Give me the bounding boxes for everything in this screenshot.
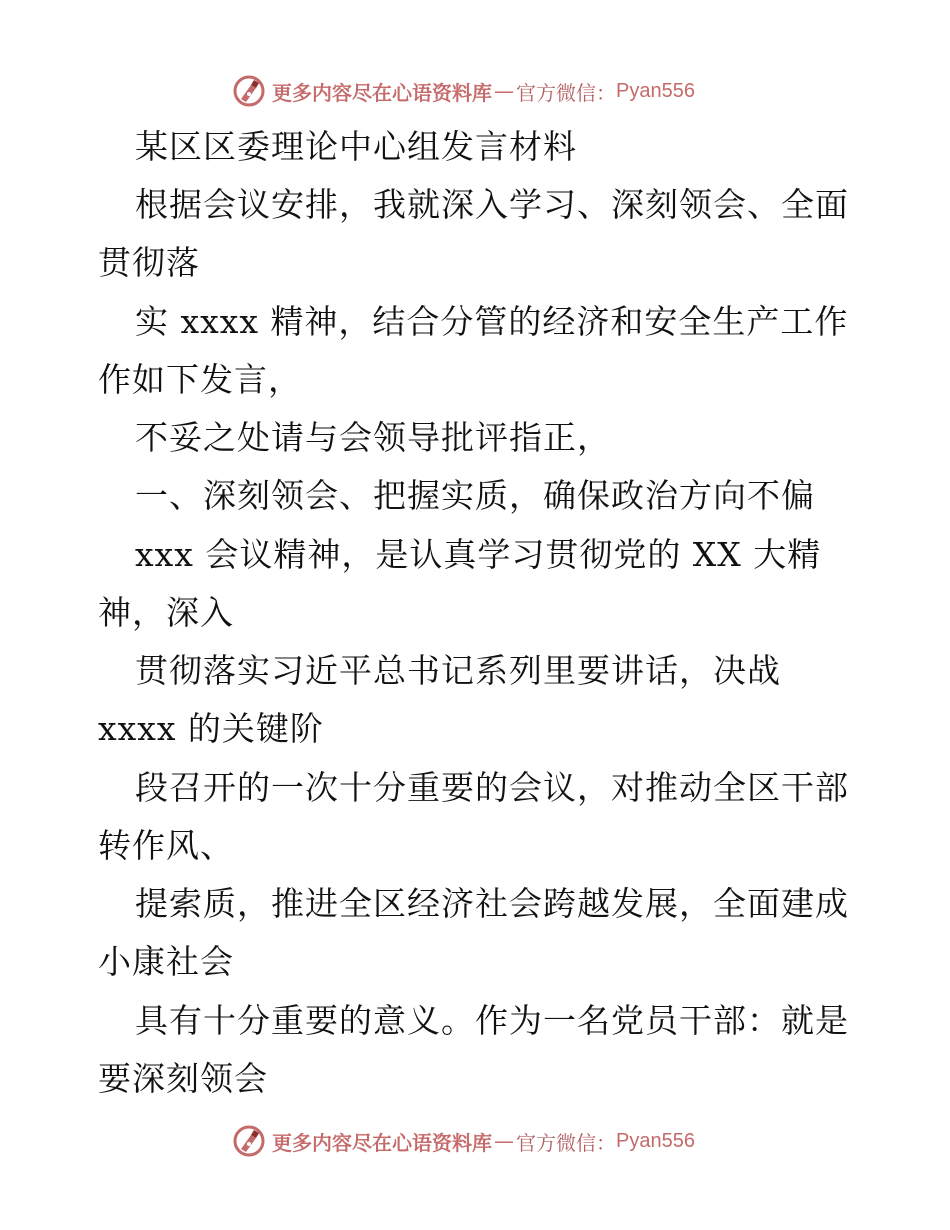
- paragraph-line: 贯彻落: [98, 243, 200, 282]
- paragraph-line: 作如下发言，: [98, 360, 302, 399]
- watermark-dash: —: [494, 79, 514, 103]
- pen-nib-seal-icon: [232, 1124, 266, 1158]
- watermark-label: 官方微信：: [516, 80, 616, 105]
- watermark-dash: —: [494, 1129, 514, 1153]
- watermark-brand-text: 更多内容尽在心语资料库: [272, 80, 492, 105]
- paragraph-line: xxxx 的关键阶: [98, 709, 324, 748]
- section-heading: 一、深刻领会、把握实质，确保政治方向不偏: [135, 476, 815, 515]
- paragraph-line: xxx 会议精神，是认真学习贯彻党的 XX 大精: [135, 535, 822, 574]
- paragraph-line: 神，深入: [98, 593, 234, 632]
- paragraph-line: 根据会议安排，我就深入学习、深刻领会、全面: [135, 185, 849, 224]
- paragraph-line: 转作风、: [98, 826, 234, 865]
- paragraph-line: 具有十分重要的意义。作为一名党员干部：就是: [135, 1001, 849, 1040]
- pen-nib-seal-icon: [232, 74, 266, 108]
- paragraph-line: 不妥之处请与会领导批评指正，: [135, 418, 611, 457]
- paragraph-line: 小康社会: [98, 942, 234, 981]
- paragraph-line: 提索质，推进全区经济社会跨越发展，全面建成: [135, 884, 849, 923]
- document-title: 某区区委理论中心组发言材料: [135, 127, 577, 166]
- paragraph-line: 段召开的一次十分重要的会议，对推动全区干部: [135, 768, 849, 807]
- paragraph-line: 贯彻落实习近平总书记系列里要讲话，决战: [135, 651, 781, 690]
- watermark-wechat-id: Pyan556: [616, 1129, 695, 1152]
- footer-watermark: [232, 1121, 695, 1161]
- watermark-brand-text: 更多内容尽在心语资料库: [272, 1130, 492, 1155]
- header-watermark: [232, 71, 695, 111]
- paragraph-line: 实 xxxx 精神，结合分管的经济和安全生产工作: [135, 302, 849, 341]
- paragraph-line: 要深刻领会: [98, 1059, 268, 1098]
- watermark-label: 官方微信：: [516, 1130, 616, 1155]
- watermark-wechat-id: Pyan556: [616, 79, 695, 102]
